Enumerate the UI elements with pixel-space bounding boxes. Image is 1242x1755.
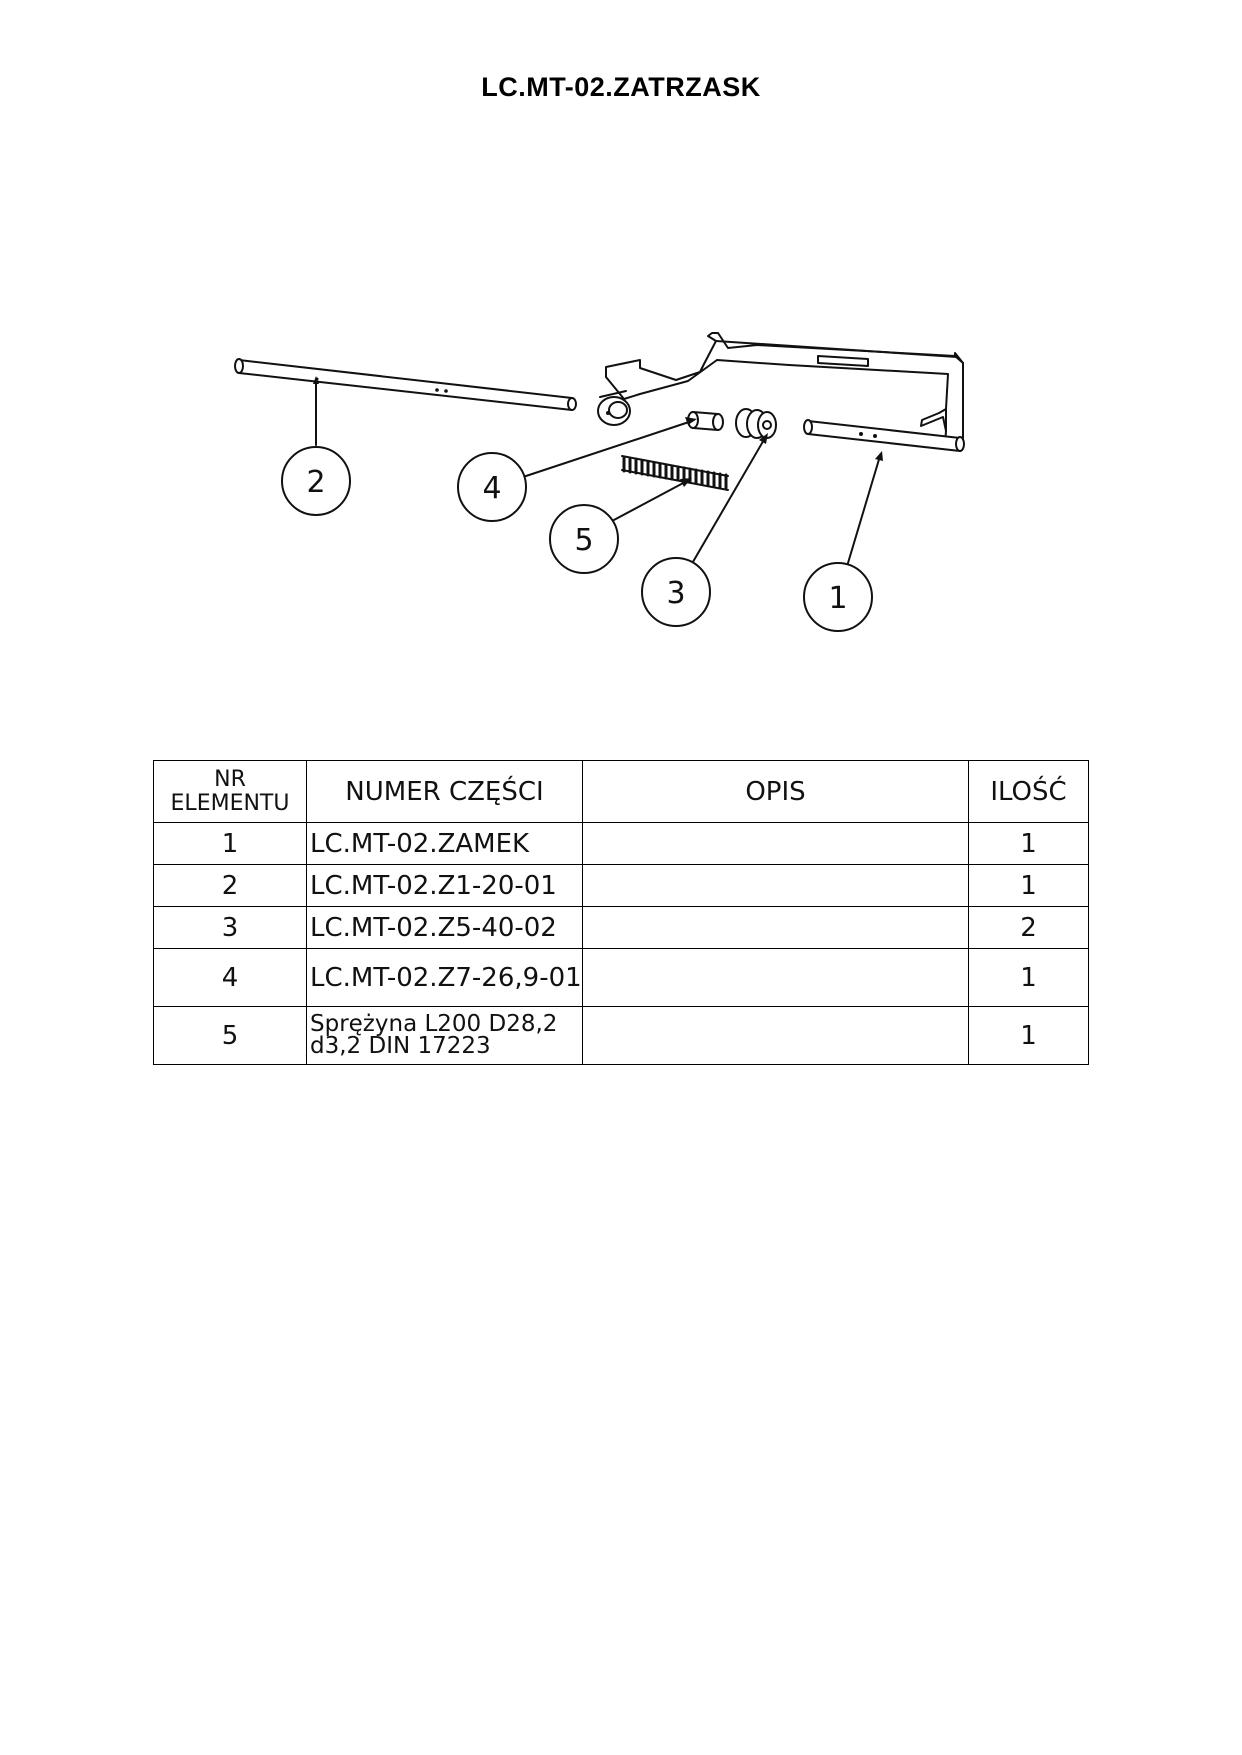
part-number-cell [307, 1007, 583, 1065]
part-number-cell: LC.MT-02.Z5-40-02 [307, 907, 583, 949]
description-cell [583, 865, 969, 907]
table-row [154, 949, 1089, 1007]
description-cell [583, 949, 969, 1007]
balloon-4-label: 4 [482, 471, 502, 506]
description-cell [583, 1007, 969, 1065]
short-rod-part-1 [804, 420, 964, 451]
spring-part-5 [622, 456, 728, 490]
header-item-number-line1: NR [214, 767, 246, 793]
exploded-assembly-drawing [0, 0, 1242, 700]
table-row [154, 865, 1089, 907]
header-item-number [154, 761, 307, 823]
item-number-cell: 5 [154, 1007, 307, 1065]
bill-of-materials-table [153, 760, 1089, 1065]
description-cell [583, 823, 969, 865]
table-row [154, 907, 1089, 949]
balloon-5-label: 5 [574, 523, 594, 558]
item-number-cell: 4 [154, 949, 307, 1007]
table-header-row [154, 761, 1089, 823]
rod-part-2 [235, 359, 576, 410]
quantity-cell: 1 [969, 949, 1089, 1007]
part-number-cell: LC.MT-02.Z7-26,9-01 [307, 949, 583, 1007]
description-cell [583, 907, 969, 949]
lock-frame-part-1 [598, 333, 963, 444]
item-number-cell: 1 [154, 823, 307, 865]
part-number-line1: Sprężyna L200 D28,2 [310, 1010, 558, 1037]
nut-part-3 [736, 409, 776, 438]
balloon-3-label: 3 [666, 576, 686, 611]
item-number-cell: 3 [154, 907, 307, 949]
header-quantity: ILOŚĆ [969, 761, 1089, 823]
header-part-number: NUMER CZĘŚCI [307, 761, 583, 823]
quantity-cell: 1 [969, 865, 1089, 907]
balloon-2-label: 2 [306, 465, 326, 500]
part-number-cell: LC.MT-02.Z1-20-01 [307, 865, 583, 907]
table-row [154, 1007, 1089, 1065]
document-title: LC.MT-02.ZATRZASK [481, 72, 761, 102]
item-number-cell: 2 [154, 865, 307, 907]
header-description: OPIS [583, 761, 969, 823]
table-row [154, 823, 1089, 865]
quantity-cell: 2 [969, 907, 1089, 949]
part-number-line2: d3,2 DIN 17223 [310, 1032, 491, 1059]
quantity-cell: 1 [969, 1007, 1089, 1065]
part-number-cell: LC.MT-02.ZAMEK [307, 823, 583, 865]
header-item-number-line2: ELEMENTU [170, 790, 290, 816]
quantity-cell: 1 [969, 823, 1089, 865]
balloon-1-label: 1 [828, 581, 848, 616]
